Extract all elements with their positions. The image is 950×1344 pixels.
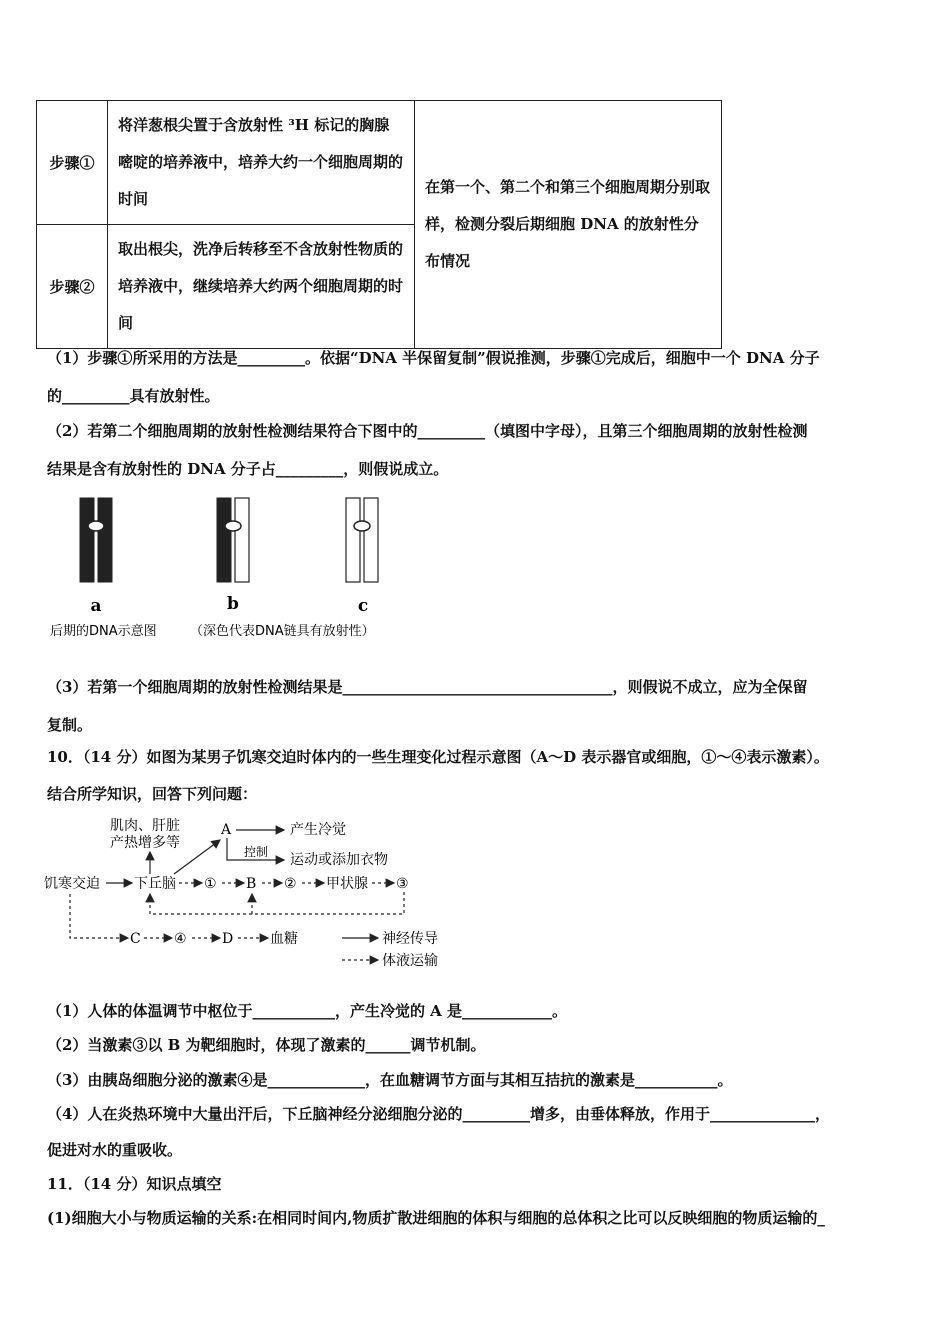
blood-sugar-text: 血糖 [270,931,298,947]
q10-part4-line2: 促进对水的重吸收。 [47,1141,183,1159]
hormone1-text: ① [204,876,217,892]
q10-header-line1: 10．（14 分）如图为某男子饥寒交迫时体内的一些生理变化过程示意图（A～D 表示器官或细胞，①～④表示激素）。 [47,748,829,766]
regulation-figure [40,810,460,975]
step1-text: 将洋葱根尖置于含放射性 ³H 标记的胸腺嘧啶的培养液中，培养大约一个细胞周期的时间 [108,101,415,225]
hormone2-text: ② [284,876,297,892]
chromosome-c [346,498,378,582]
heat-increase-text: 产热增多等 [110,835,180,851]
label-a: a [90,596,102,616]
q11-part1: (1)细胞大小与物质运输的关系:在相同时间内,物质扩散进细胞的体积与细胞的总体积之比可以反映细胞的物质运输的_ [47,1209,825,1227]
chromosome-a [80,498,112,582]
node-a: A [221,822,232,838]
q10-header-line2: 结合所学知识，回答下列问题： [47,785,258,803]
step1-label: 步骤① [37,101,108,225]
muscle-liver-text: 肌肉、肝脏 [110,818,180,834]
detection-text: 在第一个、第二个和第三个细胞周期分别取样，检测分裂后期细胞 DNA 的放射性分布情况 [415,101,722,349]
step2-label: 步骤② [37,225,108,349]
label-c: c [357,596,369,616]
q9-part2-line1: （2）若第二个细胞周期的放射性检测结果符合下图中的_________（填图中字母），且第三个细胞周期的放射性检测 [47,422,808,440]
steps-table [36,100,722,349]
q10-part1: （1）人体的体温调节中枢位于___________，产生冷觉的 A 是____________。 [47,1002,568,1020]
legend-fluid-text: 体液运输 [382,953,438,969]
cold-feeling-text: 产生冷觉 [290,822,346,838]
q9-part3-line1: （3）若第一个细胞周期的放射性检测结果是____________________________________，则假说不成立，应为全保留 [47,678,808,696]
q9-part2-line2: 结果是含有放射性的 DNA 分子占_________，则假说成立。 [47,460,449,478]
exercise-text: 运动或添加衣物 [290,852,388,868]
node-d: D [222,931,234,947]
node-c: C [130,931,141,947]
chromosome-b [217,498,249,582]
q9-part1-line2: 的_________具有放射性。 [47,387,220,405]
q9-part3-line2: 复制。 [47,716,93,734]
caption-right: （深色代表DNA链具有放射性） [190,624,375,639]
label-b: b [227,594,239,614]
q11-header: 11．（14 分）知识点填空 [47,1175,222,1193]
hormone3-text: ③ [396,876,409,892]
dna-figure [40,490,420,650]
node-b: B [246,876,257,892]
q9-part1-line1: （1）步骤①所采用的方法是_________。依据“DNA 半保留复制”假说推测，步骤①完成后，细胞中一个 DNA 分子 [47,349,820,367]
thyroid-text: 甲状腺 [326,876,368,892]
hypothalamus-text: 下丘脑 [134,876,176,892]
step2-text: 取出根尖，洗净后转移至不含放射性物质的培养液中，继续培养大约两个细胞周期的时间 [108,225,415,349]
legend-nerve-text: 神经传导 [382,931,438,947]
q10-part2: （2）当激素③以 B 为靶细胞时，体现了激素的______调节机制。 [47,1036,486,1054]
hunger-cold-text: 饥寒交迫 [44,876,100,892]
control-text: 控制 [244,845,269,859]
q10-part3: （3）由胰岛细胞分泌的激素④是_____________，在血糖调节方面与其相互拮抗的激素是___________。 [47,1071,733,1089]
caption-left: 后期的DNA示意图 [50,624,157,639]
hormone4-text: ④ [174,931,187,947]
q10-part4-line1: （4）人在炎热环境中大量出汗后，下丘脑神经分泌细胞分泌的_________增多，由垂体释放，作用于______________， [47,1105,830,1123]
